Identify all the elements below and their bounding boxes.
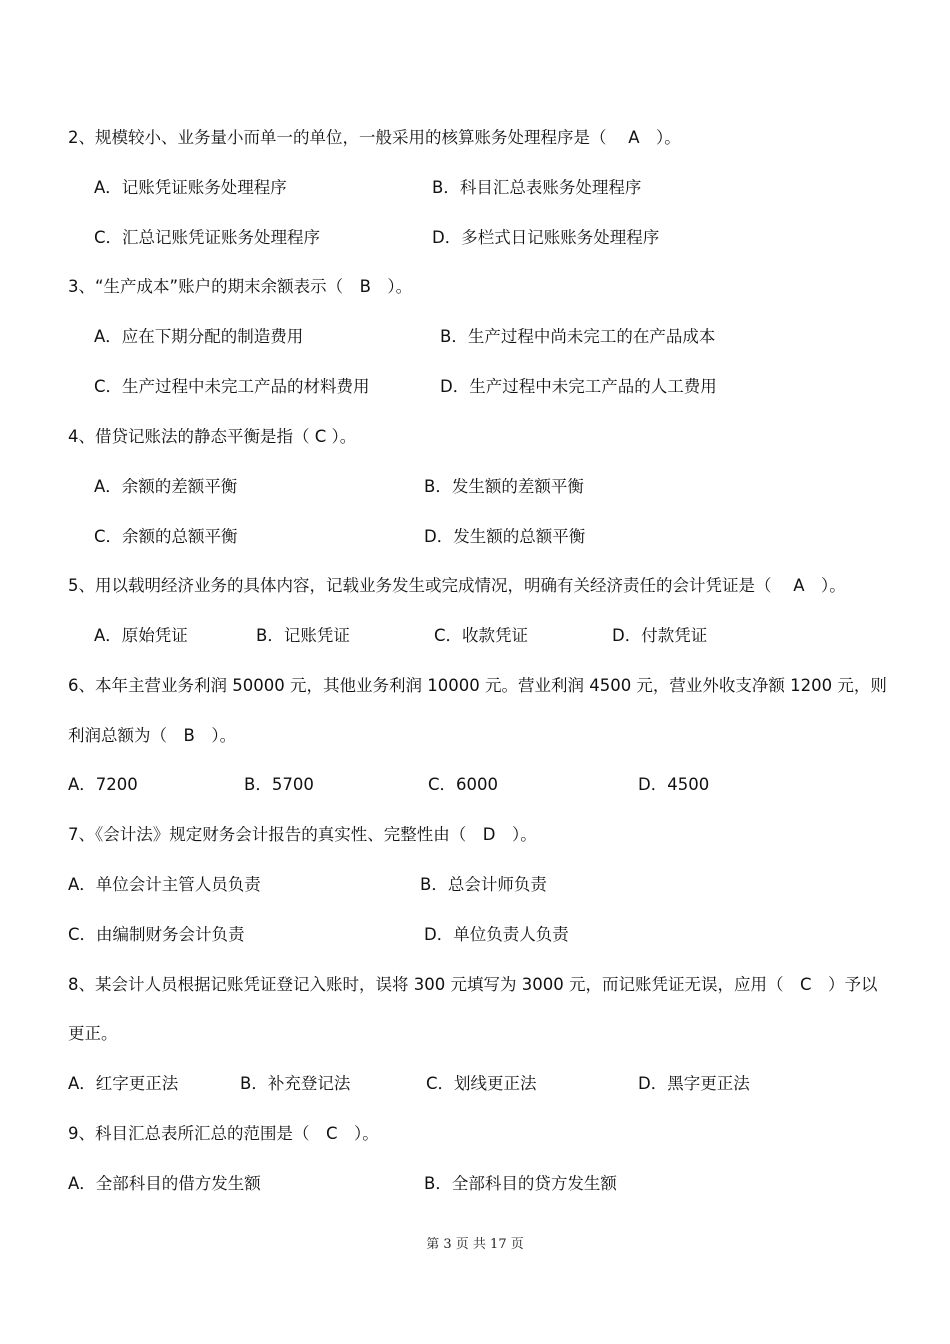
question-3-stem: 3、“生产成本”账户的期末余额表示（ B ）。 (68, 277, 413, 296)
question-6-option-c: C．6000 (428, 775, 499, 794)
question-8-option-b: B．补充登记法 (240, 1074, 351, 1093)
question-9-stem: 9、科目汇总表所汇总的范围是（ C ）。 (68, 1124, 379, 1143)
question-8-option-d: D．黑字更正法 (638, 1074, 750, 1093)
question-5-stem: 5、用以载明经济业务的具体内容，记载业务发生或完成情况，明确有关经济责任的会计凭证是（ A ）。 (68, 576, 846, 595)
question-7-option-a: A．单位会计主管人员负责 (68, 875, 261, 894)
question-5-option-c: C．收款凭证 (434, 626, 529, 645)
question-4-option-d: D．发生额的总额平衡 (424, 527, 586, 546)
question-6-option-d: D．4500 (638, 775, 710, 794)
question-5-option-b: B．记账凭证 (256, 626, 350, 645)
question-5-option-a: A．原始凭证 (94, 626, 188, 645)
question-2-option-c: C．汇总记账凭证账务处理程序 (94, 228, 321, 247)
question-7-stem: 7、《会计法》规定财务会计报告的真实性、完整性由（ D ）。 (68, 825, 537, 844)
question-8-option-c: C．划线更正法 (426, 1074, 537, 1093)
question-6-option-b: B．5700 (244, 775, 314, 794)
question-5-option-d: D．付款凭证 (612, 626, 708, 645)
question-7-option-d: D．单位负责人负责 (424, 925, 569, 944)
question-6-stem-line-1: 6、本年主营业务利润 50000 元，其他业务利润 10000 元。营业利润 4500 元，营业外收支净额 1200 元，则 (68, 676, 887, 695)
question-2-stem: 2、规模较小、业务量小而单一的单位，一般采用的核算账务处理程序是（ A ）。 (68, 128, 681, 147)
question-8-stem-line-2: 更正。 (68, 1024, 118, 1043)
question-7-option-c: C．由编制财务会计负责 (68, 925, 245, 944)
question-3-option-c: C．生产过程中未完工产品的材料费用 (94, 377, 370, 396)
page-number-footer: 第 3 页 共 17 页 (426, 1237, 524, 1252)
question-8-stem-line-1: 8、某会计人员根据记账凭证登记入账时，误将 300 元填写为 3000 元，而记账凭证无误，应用（ C ）予以 (68, 975, 878, 994)
question-6-option-a: A．7200 (68, 775, 138, 794)
question-4-stem: 4、借贷记账法的静态平衡是指（ C ）。 (68, 427, 357, 446)
question-8-option-a: A．红字更正法 (68, 1074, 179, 1093)
question-2-option-d: D．多栏式日记账账务处理程序 (432, 228, 660, 247)
question-4-option-a: A．余额的差额平衡 (94, 477, 238, 496)
question-9-option-b: B．全部科目的贷方发生额 (424, 1174, 617, 1193)
question-7-option-b: B．总会计师负责 (420, 875, 547, 894)
question-6-stem-line-2: 利润总额为（ B ）。 (68, 726, 237, 745)
question-9-option-a: A．全部科目的借方发生额 (68, 1174, 261, 1193)
question-4-option-b: B．发生额的差额平衡 (424, 477, 584, 496)
question-3-option-b: B．生产过程中尚未完工的在产品成本 (440, 327, 716, 346)
question-2-option-a: A．记账凭证账务处理程序 (94, 178, 287, 197)
question-3-option-a: A．应在下期分配的制造费用 (94, 327, 304, 346)
question-2-option-b: B．科目汇总表账务处理程序 (432, 178, 642, 197)
question-4-option-c: C．余额的总额平衡 (94, 527, 238, 546)
question-3-option-d: D．生产过程中未完工产品的人工费用 (440, 377, 717, 396)
